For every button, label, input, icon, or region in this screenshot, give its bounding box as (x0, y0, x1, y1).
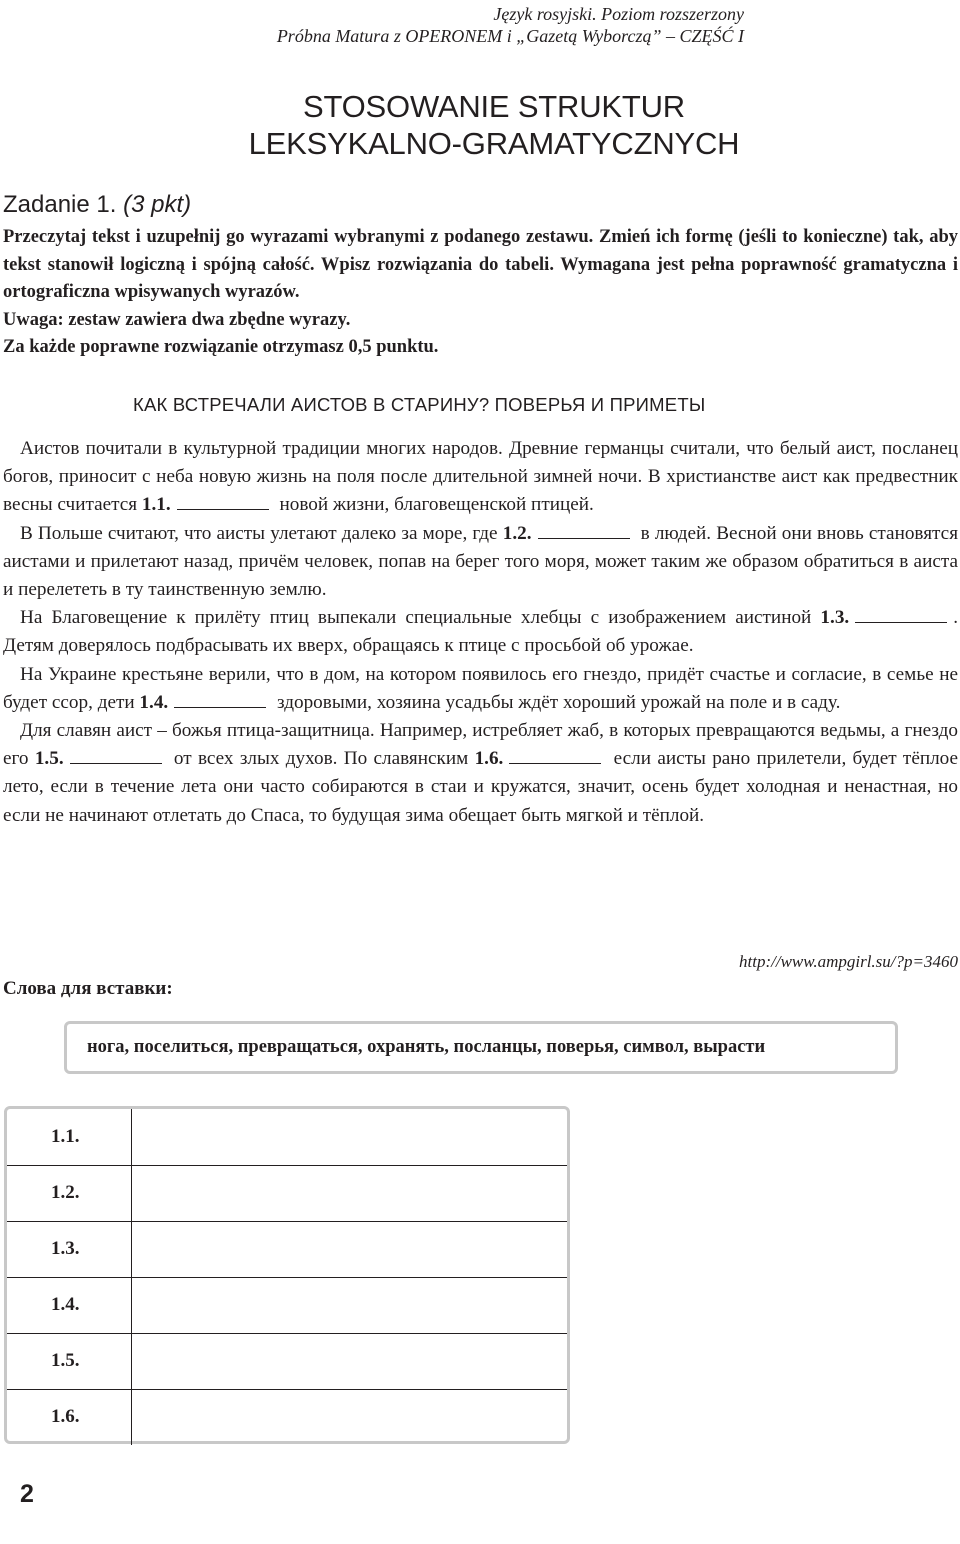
answer-number: 1.4. (51, 1294, 80, 1315)
answer-row (7, 1109, 567, 1166)
paragraph-text: если аисты рано прилетели, будет тёплое лето, если в течение лета они часто собираются в стаи и кружатся, значит, осень будет холодная и ненастная, но если не начинают отлетать до Спаса, то будущая зима обещает быть мягкой и тёплой. (3, 748, 959, 826)
gap-number: 1.2. (502, 522, 532, 544)
instruction-scoring: Za każde poprawne rozwiązanie otrzymasz 0,5 punktu. (3, 337, 439, 357)
gap-number: 1.5. (34, 748, 64, 770)
gap-number: 1.1. (141, 494, 171, 516)
answer-number: 1.3. (51, 1238, 80, 1259)
gap-blank (855, 605, 947, 623)
word-bank (64, 1021, 898, 1074)
task-heading (3, 190, 191, 220)
answer-cell[interactable] (131, 1333, 567, 1389)
task-instructions (3, 224, 958, 362)
word-bank-list: нога, поселиться, превращаться, охранять, посланцы, поверья, символ, вырасти (87, 1037, 766, 1057)
gap-blank (177, 492, 269, 510)
answer-row (7, 1389, 567, 1445)
words-label: Слова для вставки: (3, 978, 173, 999)
answer-row (7, 1277, 567, 1334)
paragraph-text: Для славян аист – божья птица-защитница. Например, истребляет жаб, в которых превращаются ведьмы, а гнездо его (3, 720, 958, 770)
answer-cell[interactable] (131, 1277, 567, 1333)
paragraph (3, 604, 958, 660)
page-number: 2 (20, 1480, 34, 1508)
header-exam: Próbna Matura z OPERONEM i „Gazetą Wyborczą” – CZĘŚĆ I (276, 26, 744, 46)
answer-table (4, 1106, 570, 1444)
paragraph-text: в людей. Весной они вновь становятся аистами и прилетают назад, причём человек, попав на берег того моря, может таким же образом обратиться в аиста и перелететь в ту таинственную землю. (3, 522, 959, 601)
paragraph-text: от всех злых духов. По славянским (173, 748, 469, 770)
paragraph-text: В Польше считают, что аисты улетают далеко за море, где (20, 522, 498, 544)
article-title: КАК ВСТРЕЧАЛИ АИСТОВ В СТАРИНУ? ПОВЕРЬЯ И ПРИМЕТЫ (133, 394, 706, 415)
paragraph (3, 520, 958, 605)
gap-blank (70, 746, 162, 764)
answer-cell[interactable] (131, 1109, 567, 1165)
instruction-main: Przeczytaj tekst i uzupełnij go wyrazami wybranymi z podanego zestawu. Zmień ich formę (jeśli to konieczne) tak, aby tekst stanowił logiczną i spójną całość. Wpisz rozwiązania do tabeli. Wymagana jest pełna poprawność gramatyczna i ortograficzna wpisywanych wyrazów. (3, 227, 958, 302)
paragraph-text: новой жизни, благовещенской птицей. (279, 494, 594, 516)
gap-number: 1.3. (820, 607, 850, 629)
answer-number: 1.2. (51, 1182, 80, 1203)
article-body (3, 435, 958, 830)
paragraph-text: . Детям доверялось подбрасывать их вверх, обращаясь к птице с просьбой об урожае. (3, 607, 958, 657)
answer-row (7, 1333, 567, 1390)
section-title (214, 88, 774, 162)
answer-cell[interactable] (131, 1221, 567, 1277)
answer-number: 1.1. (51, 1126, 80, 1147)
gap-blank (174, 690, 266, 708)
answer-number: 1.6. (51, 1406, 80, 1427)
answer-row (7, 1165, 567, 1222)
section-title-line2: LEKSYKALNO-GRAMATYCZNYCH (248, 126, 740, 161)
task-label: Zadanie 1. (3, 191, 117, 218)
gap-number: 1.4. (139, 691, 169, 713)
paragraph-text: здоровыми, хозяина усадьбы ждёт хороший урожай на поле и в саду. (277, 691, 841, 713)
answer-number: 1.5. (51, 1350, 80, 1371)
paragraph (3, 717, 958, 830)
answer-cell[interactable] (131, 1165, 567, 1221)
header-subject: Język rosyjski. Poziom rozszerzony (493, 4, 744, 24)
gap-blank (509, 746, 601, 764)
section-title-line1: STOSOWANIE STRUKTUR (302, 89, 685, 124)
gap-number: 1.6. (474, 748, 504, 770)
gap-blank (538, 521, 630, 539)
paragraph (3, 435, 958, 520)
instruction-note: Uwaga: zestaw zawiera dwa zbędne wyrazy. (3, 309, 351, 330)
paragraph-text: Аистов почитали в культурной традиции многих народов. Древние германцы считали, что белый аист, посланец богов, приносит с неба новую жизнь на поля после длительной зимней ночи. В христианстве аист как предвестник весны считается (3, 438, 958, 516)
answer-cell[interactable] (131, 1389, 567, 1445)
task-points: (3 pkt) (123, 191, 192, 218)
paragraph-text: На Благовещение к прилёту птиц выпекали специальные хлебцы с изображением аистиной (20, 607, 812, 629)
answer-row (7, 1221, 567, 1278)
paragraph (3, 661, 958, 717)
paragraph-text: На Украине крестьяне верили, что в дом, на котором появилось его гнездо, придёт счастье и согласие, в семье не будет ссор, дети (3, 663, 958, 713)
source-link[interactable]: http://www.ampgirl.su/?p=3460 (739, 952, 958, 971)
